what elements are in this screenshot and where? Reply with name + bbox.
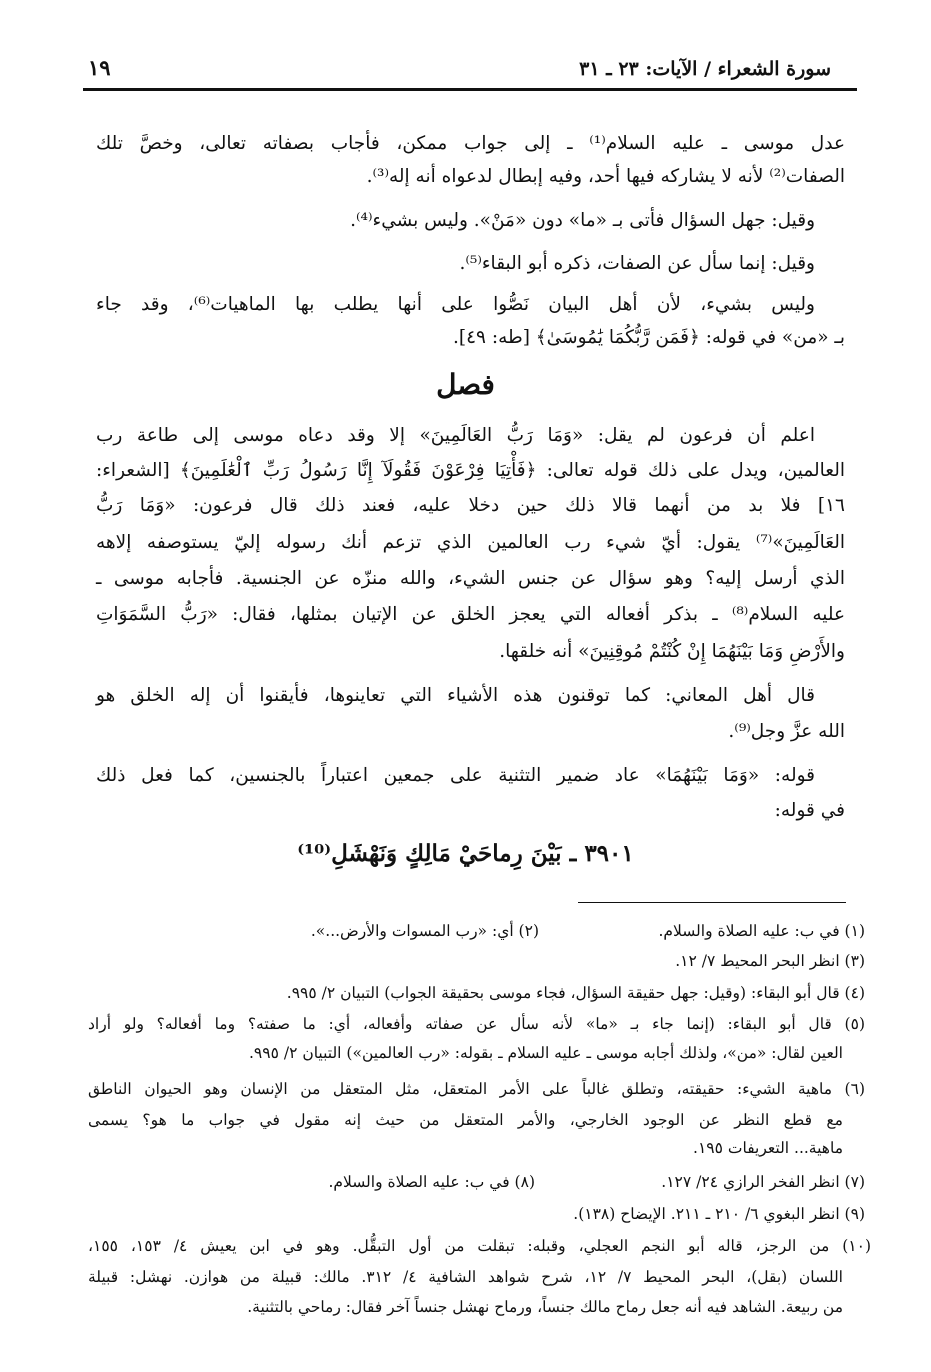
footnote: (٥) قال أبو البقاء: (إنما جاء بـ «ما» لأنه سأل عن صفاته وأفعاله، أي: ما صفته؟ وما أفعاله؟ ولو أراد xyxy=(88,1015,865,1033)
page-number: ١٩ xyxy=(88,55,111,80)
body-line: عليه السلام⁽⁸⁾ ـ بذكر أفعاله التي يعجز الخلق عن الإتيان بمثلها، فقال: «رَبُّ السَّمَوَاتِ xyxy=(96,604,845,625)
body-line: الذي أرسل إليه؟ وهو سؤال عن جنس الشيء، والله منزّه عن الجنسية. فأجابه موسى ـ xyxy=(96,568,845,589)
footnote: (٧) انظر الفخر الرازي ٢٤/ ١٢٧. xyxy=(661,1173,865,1191)
body-line: اعلم أن فرعون لم يقل: «وَمَا رَبُّ العَالَمِينَ» إلا وقد دعاه موسى إلى طاعة رب xyxy=(96,425,815,446)
footnote: (١) في ب: عليه الصلاة والسلام. xyxy=(658,922,865,940)
body-line: العَالَمِينَ»⁽⁷⁾ يقول: أيّ شيء رب العالمين الذي تزعم أنك رسوله إليّ يستوصفه إلاهه xyxy=(96,532,845,553)
body-line: الصفات⁽²⁾ لأنه لا يشاركه فيها أحد، وفيه إبطال لدعواه أنه إله⁽³⁾. xyxy=(366,166,845,187)
section-heading: فصل xyxy=(436,368,495,401)
body-line: عدل موسى ـ عليه السلام⁽¹⁾ ـ إلى جواب ممكن، فأجاب بصفاته تعالى، وخصَّ تلك xyxy=(96,133,845,154)
body-line: قال أهل المعاني: كما توقنون هذه الأشياء التي تعاينوها، فأيقنوا أن إله الخلق هو xyxy=(96,685,815,706)
footnote: مع قطع النظر عن الوجود الخارجي، والأمر المتعقل من حيث إنه مقول في جواب ما هو؟ يسمى xyxy=(88,1111,843,1129)
body-line: العالمين، ويدل على ذلك قوله تعالى: ﴿فَأْتِيَا فِرْعَوْنَ فَقُولَآ إِنَّا رَسُولُ رَبِّ ٱلْعَٰلَمِينَ﴾ [الشعراء: xyxy=(96,460,845,481)
footnote: (٤) قال أبو البقاء: (وقيل: جهل حقيقة السؤال، فجاء موسى بحقيقة الجواب) التبيان ٢/ ٩٩٥. xyxy=(286,984,865,1002)
footnote: ماهية... التعريفات ١٩٥. xyxy=(693,1139,843,1157)
footnote: من ربيعة. الشاهد فيه أنه جعل رماح مالك جنساً، ورماح نهشل جنساً آخر فقال: رماحي بالتثنية. xyxy=(247,1298,843,1316)
footnote: العين لقال: «من»، ولذلك أجابه موسى ـ عليه السلام ـ بقوله: «رب العالمين») التبيان ٢/ ٩٩٥. xyxy=(248,1044,843,1062)
body-line: وليس بشيء، لأن أهل البيان نَصُّوا على أنها يطلب بها الماهيات⁽⁶⁾، وقد جاء xyxy=(96,294,815,315)
footnote: اللسان (بقل)، البحر المحيط ٧/ ١٢، شرح شواهد الشافية ٤/ ٣١٢. مالك: قبيلة من هوازن. نهشل: قبيلة xyxy=(88,1268,843,1286)
footnote: (٨) في ب: عليه الصلاة والسلام. xyxy=(328,1173,535,1191)
body-line: والأَرْضِ وَمَا بَيْنَهُمَا إِنْ كُنْتُمْ مُوقِنِينَ» أنه خلقها. xyxy=(499,641,845,662)
header-rule xyxy=(83,88,857,91)
footnote: (١٠) من الرجز، قاله أبو النجم العجلي، وقبله: تبقلت من أول التبقُّل. وهو في ابن يعيش ٤/ ١٥٣، ١٥٥، xyxy=(88,1237,871,1255)
body-line: قوله: «وَمَا بَيْنَهُمَا» عاد ضمير التثنية على جمعين اعتباراً بالجنسين، كما فعل ذلك xyxy=(96,765,815,786)
footnote-rule xyxy=(578,902,846,903)
body-line: ١٦] فلا بد من أنهما قالا ذلك حين دخلا عليه، فعند ذلك قال فرعون: «وَمَا رَبُّ xyxy=(96,495,845,516)
body-line: وقيل: جهل السؤال فأتى بـ «ما» دون «مَنْ». وليس بشيء⁽⁴⁾. xyxy=(350,210,815,231)
body-line: بـ «من» في قوله: ﴿فَمَن رَّبُّكُمَا يَٰمُوسَىٰ﴾ [طه: ٤٩]. xyxy=(452,327,845,348)
running-header: سورة الشعراء / الآيات: ٢٣ ـ ٣١ xyxy=(579,58,831,80)
footnote: (٢) أي: «رب المسوات والأرض...». xyxy=(310,922,539,940)
body-line: الله عزَّ وجل⁽⁹⁾. xyxy=(728,721,845,742)
poetry-verse: ٣٩٠١ ـ بَيْنَ رِماحَيْ مَالِكٍ وَنَهْشَلِ⁽¹⁰⁾ xyxy=(297,840,634,867)
footnote: (٦) ماهية الشيء: حقيقته، وتطلق غالباً على الأمر المتعقل، مثل المتعقل من الإنسان وهو الحيوان الناطق xyxy=(88,1080,865,1098)
body-line: وقيل: إنما سأل عن الصفات، ذكره أبو البقاء⁽⁵⁾. xyxy=(459,253,815,274)
footnote: (٩) انظر البغوي ٦/ ٢١٠ ـ ٢١١. الإيضاح (١٣٨). xyxy=(573,1205,865,1223)
body-line: في قوله: xyxy=(774,800,845,821)
footnote: (٣) انظر البحر المحيط ٧/ ١٢. xyxy=(675,952,865,970)
